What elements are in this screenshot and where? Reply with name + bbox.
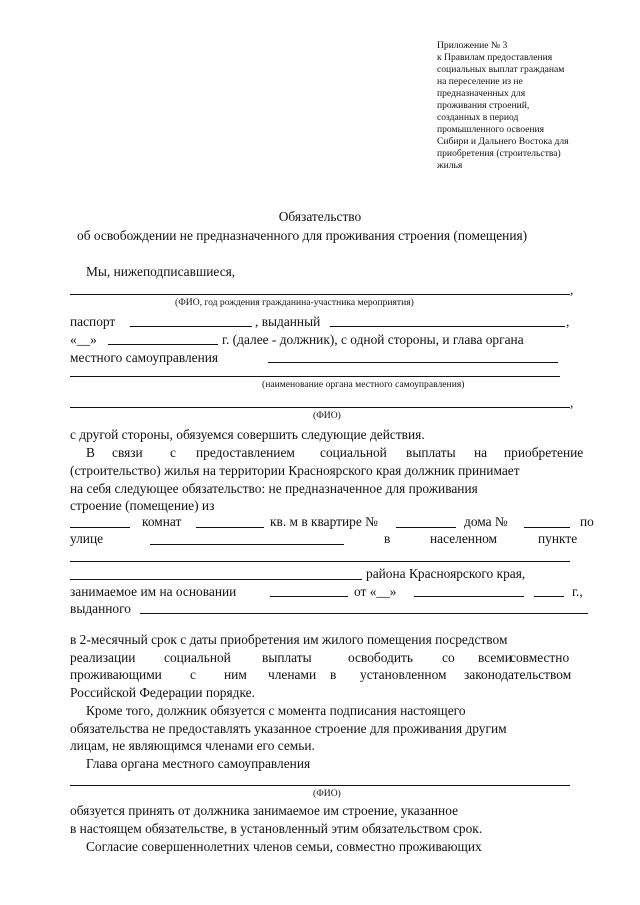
district-field [70,579,362,580]
p2-word: выплаты [262,650,312,665]
head-signature-field [70,785,570,786]
org-name-field [70,376,560,377]
head-fio-field [70,407,570,408]
street-label: улице [70,531,104,546]
settlement-field [70,561,570,562]
appendix-line: на переселение из не [437,76,523,87]
sqm-label: кв. м в квартире № [270,514,378,529]
appendix-line: созданных в период [437,112,519,123]
date-day-field: «__» [70,332,97,347]
document-subtitle: об освобождении не предназначенного для проживания строения (помещения) [77,228,528,243]
issued-label: , выданный [255,314,321,329]
p1-word: с [170,445,176,460]
caption-fio: (ФИО) [313,410,341,421]
caption-fio: (ФИО) [313,788,341,799]
comma: , [570,282,574,297]
from-year-field [534,596,564,597]
appendix-note [437,40,607,172]
caption-org: (наименование органа местного самоуправления) [262,379,465,390]
po-label: по [580,514,594,529]
issued-by-org-field [140,613,588,614]
p1-word: на [474,445,488,460]
p2-word: членами [268,667,317,682]
p1-word: приобретение [504,445,584,460]
p2-word: с [190,667,196,682]
from-date-label: от «__» [354,584,397,599]
comma: , [566,314,570,329]
p1-line: строение (помещение) из [70,498,215,513]
p5-line: Согласие совершеннолетних членов семьи, совместно проживающих [86,839,482,854]
street-field [150,544,344,545]
rooms-count-field [70,527,130,528]
p2-word: ним [224,667,247,682]
p1-word: предоставлением [196,445,295,460]
passport-label: паспорт [70,314,116,329]
rooms-label: комнат [142,514,182,529]
apartment-number-field [396,527,456,528]
p2-word: проживающими [70,667,162,682]
caption-fio-birth: (ФИО, год рождения гражданина-участника мероприятия) [175,297,414,308]
p1-word: связи [112,445,143,460]
p2-line: в 2-месячный срок с даты приобретения им жилого помещения посредством [70,632,508,647]
p4-line: в настоящем обязательстве, в установленный этим обязательством срок. [70,821,483,836]
p1-word: В [86,445,95,460]
p2-word: в [330,667,337,682]
p4-line: обязуется принять от должника занимаемое им строение, указанное [70,803,459,818]
issued-by-field [330,326,565,327]
p1-word: выплаты [406,445,456,460]
appendix-line: к Правилам предоставления [437,52,553,63]
year-label: г., [572,584,583,599]
p1-word: социальной [320,445,387,460]
in-label: в [384,531,391,546]
house-label: дома № [464,514,508,529]
p2-word: со [442,650,455,665]
district-label: района Красноярского края, [366,566,526,581]
p3-line: Кроме того, должник обязуется с момента подписания настоящего [86,703,466,718]
p2-word: установленном [360,667,447,682]
settlement-label: населенном [430,531,498,546]
p3-line: обязательства не предоставлять указанное строение для проживания другим [70,721,507,736]
p2-word: социальной [164,650,231,665]
p2-word: всеми [478,650,512,665]
p2-word: освободить [348,650,413,665]
p2-word: реализации [70,650,136,665]
comma: , [570,395,574,410]
occupied-label: занимаемое им на основании [70,584,237,599]
date-month-field [108,344,218,345]
appendix-line: приобретения (строительства) [437,148,561,159]
debtor-text: г. (далее - должник), с одной стороны, и глава органа [222,332,524,347]
appendix-line: социальных выплат гражданам [437,64,565,75]
appendix-line: проживания строений, [437,100,530,111]
point-label: пункте [538,531,578,546]
appendix-line: Приложение № 3 [437,40,508,51]
area-field [196,527,264,528]
head-label: Глава органа местного самоуправления [86,756,311,771]
p2-line: Российской Федерации порядке. [70,685,255,700]
appendix-line: жилья [437,160,463,171]
document-title: Обязательство [278,209,362,224]
basis-field [270,596,348,597]
from-month-field [414,596,524,597]
issued-by-label: выданного [70,601,131,616]
passport-number-field [130,326,252,327]
appendix-line: предназначенных для [437,88,526,99]
p1-line: на себя следующее обязательство: не предназначенное для проживания [70,481,478,496]
p2-word: совместно [510,650,570,665]
intro-text: Мы, нижеподписавшиеся, [86,264,236,279]
fio-birth-field [70,294,570,295]
appendix-line: промышленного освоения [437,124,545,135]
p1-line: (строительство) жилья на территории Красноярского края должник принимает [70,463,520,478]
other-side-text: с другой стороны, обязуемся совершить следующие действия. [70,427,425,442]
local-gov-field [268,362,558,363]
p2-word: законодательством [464,667,572,682]
appendix-line: Сибири и Дальнего Востока для [437,136,569,147]
house-number-field [524,527,570,528]
p3-line: лицам, не являющимся членами его семьи. [70,738,315,753]
local-gov-label: местного самоуправления [70,350,219,365]
